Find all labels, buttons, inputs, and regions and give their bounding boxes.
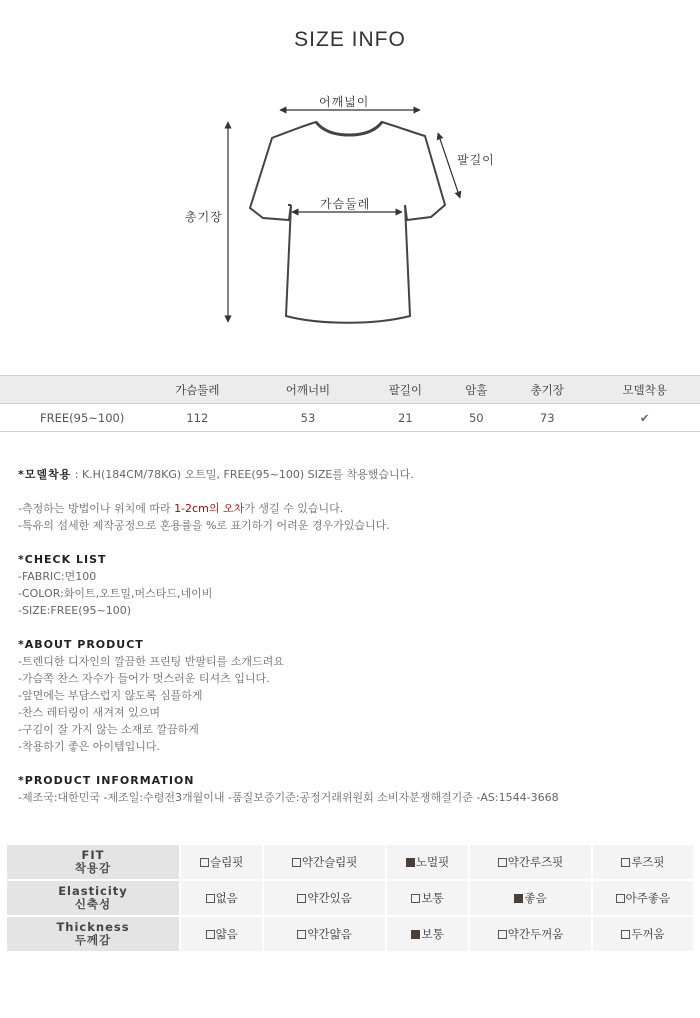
fit-option-label: 약간슬림핏	[301, 855, 358, 869]
checked-box-icon	[406, 858, 415, 867]
size-header-chest: 가슴둘레	[142, 376, 253, 404]
empty-box-icon	[621, 930, 630, 939]
fit-option-label: 노멀핏	[415, 855, 450, 869]
empty-box-icon	[292, 858, 301, 867]
size-header-length: 총기장	[505, 376, 589, 404]
fit-option	[180, 845, 263, 880]
fit-option-label: 아주좋음	[625, 891, 671, 905]
check-icon: ✔	[589, 404, 700, 432]
info-heading: *PRODUCT INFORMATION	[18, 774, 195, 787]
about-heading: *ABOUT PRODUCT	[18, 638, 144, 651]
fit-option	[469, 916, 592, 952]
fit-option	[386, 845, 469, 880]
empty-box-icon	[206, 930, 215, 939]
size-header-blank	[0, 376, 142, 404]
fit-option	[263, 880, 386, 916]
fit-row-label	[7, 916, 180, 952]
fit-option-label: 보통	[421, 891, 444, 905]
measure-error-text: 1-2cm의 오차	[174, 502, 245, 515]
fit-option-label: 두꺼움	[631, 927, 665, 941]
size-header-model: 모델착용	[589, 376, 700, 404]
fit-row-label-ko: 착용감	[74, 861, 112, 875]
model-text: : K.H(184CM/78KG) 오트밀, FREE(95~100) SIZE를 착용했습니다.	[71, 468, 414, 481]
measure-text-a: -측정하는 방법이나 위치에 따라	[18, 502, 175, 515]
fit-row	[7, 916, 693, 952]
model-heading: *모델착용	[18, 468, 72, 481]
fit-option-label: 없음	[215, 891, 238, 905]
armhole-value: 50	[447, 404, 505, 432]
fit-option-label: 슬림핏	[210, 855, 244, 869]
empty-box-icon	[498, 930, 507, 939]
tshirt-outline	[250, 122, 445, 323]
fit-row-label-en: Elasticity	[58, 884, 128, 898]
check-list-heading: *CHECK LIST	[18, 553, 107, 566]
empty-box-icon	[297, 930, 306, 939]
fit-row	[7, 880, 693, 916]
size-table-header	[0, 376, 700, 404]
size-header-armhole: 암홀	[447, 376, 505, 404]
fit-option	[263, 916, 386, 952]
fit-row-label	[7, 880, 180, 916]
fit-option-label: 루즈핏	[631, 855, 665, 869]
size-header-sleeve: 팔길이	[363, 376, 447, 404]
fit-row-label	[7, 845, 180, 880]
empty-box-icon	[200, 858, 209, 867]
fit-option	[180, 880, 263, 916]
fit-option	[592, 916, 693, 952]
size-header-shoulder: 어깨너비	[253, 376, 364, 404]
chest-label: 가슴둘레	[320, 197, 371, 211]
fit-option	[386, 880, 469, 916]
shoulder-value: 53	[253, 404, 364, 432]
fit-option	[592, 880, 693, 916]
fit-option	[592, 845, 693, 880]
size-cell: FREE(95~100)	[0, 404, 142, 432]
color-text: -COLOR:화이트,오트밀,머스타드,네이비	[18, 587, 213, 600]
measure-text-b: 가 생길 수 있습니다.	[244, 502, 344, 515]
fit-table	[7, 845, 693, 953]
empty-box-icon	[621, 858, 630, 867]
table-row	[0, 404, 700, 432]
info-text: -제조국:대한민국 -제조일:수령전3개월이내 -품질보증기준:공정거래위원회 소비자분쟁해결기준 -AS:1544-3668	[18, 791, 559, 804]
size-table	[0, 375, 700, 432]
fit-option-label: 좋음	[524, 891, 547, 905]
about-line: -착용하기 좋은 아이템입니다.	[18, 740, 160, 753]
product-notes	[18, 466, 688, 806]
fit-option	[469, 845, 592, 880]
sleeve-value: 21	[363, 404, 447, 432]
shoulder-label: 어깨넓이	[319, 95, 370, 109]
fit-option-label: 약간얇음	[307, 927, 352, 941]
fit-row	[7, 845, 693, 880]
fit-option-label: 약간두꺼움	[507, 927, 564, 941]
about-line: -트렌디한 디자인의 깔끔한 프린팅 반팔티를 소개드려요	[18, 655, 284, 668]
size-text: -SIZE:FREE(95~100)	[18, 604, 132, 617]
fit-option-label: 보통	[421, 927, 444, 941]
fit-option	[386, 916, 469, 952]
fit-option-label: 약간루즈핏	[507, 855, 564, 869]
chest-value: 112	[142, 404, 253, 432]
about-line: -구김이 잘 가지 않는 소재로 깔끔하게	[18, 723, 199, 736]
fit-option-label: 얇음	[215, 927, 238, 941]
page-title: SIZE INFO	[294, 28, 406, 51]
fit-row-label-ko: 두께감	[74, 933, 112, 947]
fit-row-label-ko: 신축성	[74, 897, 112, 911]
fit-option	[263, 845, 386, 880]
fit-option	[180, 916, 263, 952]
about-line: -찬스 레터링이 새겨져 있으며	[18, 706, 160, 719]
fit-option-label: 약간있음	[307, 891, 352, 905]
fabric-text: -FABRIC:면100	[18, 570, 97, 583]
empty-box-icon	[616, 894, 625, 903]
fit-row-label-en: FIT	[81, 848, 105, 862]
checked-box-icon	[411, 930, 420, 939]
fit-option	[469, 880, 592, 916]
empty-box-icon	[411, 894, 420, 903]
sleeve-label: 팔길이	[457, 153, 495, 167]
empty-box-icon	[498, 858, 507, 867]
empty-box-icon	[297, 894, 306, 903]
empty-box-icon	[206, 894, 215, 903]
about-line: -가슴쪽 찬스 자수가 들어가 멋스러운 티셔츠 입니다.	[18, 672, 270, 685]
length-label: 총기장	[185, 210, 223, 224]
blend-text: -특유의 섬세한 제작공정으로 혼용률을 %로 표기하기 어려운 경우가있습니다.	[18, 519, 390, 532]
about-line: -앞면에는 부담스럽지 않도록 심플하게	[18, 689, 203, 702]
length-value: 73	[505, 404, 589, 432]
checked-box-icon	[514, 894, 523, 903]
fit-row-label-en: Thickness	[56, 920, 130, 934]
